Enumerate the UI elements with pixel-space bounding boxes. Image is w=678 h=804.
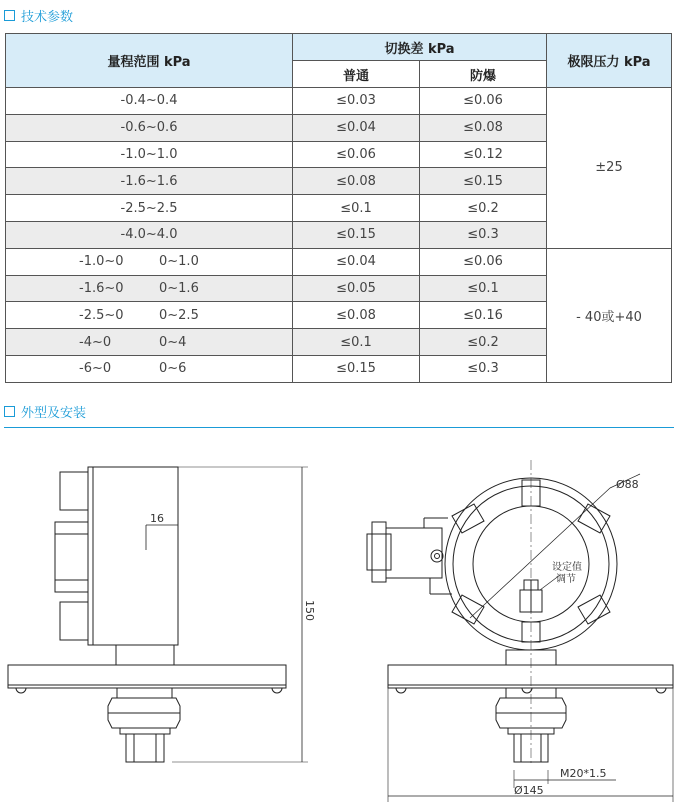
range-pos: 0~1.0 [159,254,199,270]
spec-table [5,33,672,383]
connector [55,522,88,592]
front-view [367,460,673,802]
explosion-cell: ≤0.15 [420,168,547,195]
adjust-label: 调节 [556,574,576,585]
header-normal: 普通 [293,61,420,88]
housing-body [88,467,178,645]
normal-cell: ≤0.15 [293,355,420,382]
range-cell [6,275,293,302]
dim-88-label: Ø88 [616,478,639,491]
range-cell: -0.4~0.4 [6,88,293,115]
connector [60,472,88,510]
screw-icon [431,550,443,562]
range-neg: -2.5~0 [79,307,124,323]
outline-install-label: 外型及安装 [21,406,87,421]
square-icon [4,406,15,417]
dim-16-label: 16 [150,512,164,525]
range-neg: -1.0~0 [79,254,124,270]
range-neg: -4~0 [79,334,112,350]
range-cell: -1.6~1.6 [6,168,293,195]
normal-cell: ≤0.04 [293,248,420,275]
explosion-cell: ≤0.12 [420,141,547,168]
tech-params-label: 技术参数 [21,10,74,25]
range-cell: -1.0~1.0 [6,141,293,168]
explosion-cell: ≤0.16 [420,302,547,329]
header-limit-pressure: 极限压力 kPa [547,34,672,88]
dim-150-label: 150 [303,600,316,621]
range-pos: 0~6 [159,361,187,377]
range-cell [6,248,293,275]
normal-cell: ≤0.1 [293,329,420,356]
base-plate [8,665,286,685]
range-cell [6,302,293,329]
range-pos: 0~4 [159,334,187,350]
range-pos: 0~1.6 [159,280,199,296]
explosion-cell: ≤0.06 [420,248,547,275]
table-row [6,88,672,115]
explosion-cell: ≤0.06 [420,88,547,115]
range-cell [6,355,293,382]
table-row [6,248,672,275]
limit-cell-group1: ±25 [547,88,672,249]
connector [60,602,88,640]
limit-cell-group2: - 40或+40 [547,248,672,382]
normal-cell: ≤0.03 [293,88,420,115]
explosion-cell: ≤0.3 [420,221,547,248]
outline-drawing [0,430,678,804]
range-cell: -0.6~0.6 [6,114,293,141]
range-cell: -4.0~4.0 [6,221,293,248]
normal-cell: ≤0.06 [293,141,420,168]
section-title-outline [4,402,86,421]
range-cell: -2.5~2.5 [6,195,293,222]
square-icon [4,10,15,21]
range-neg: -6~0 [79,361,112,377]
base-plate [388,665,673,685]
explosion-cell: ≤0.08 [420,114,547,141]
normal-cell: ≤0.08 [293,302,420,329]
explosion-cell: ≤0.3 [420,355,547,382]
range-cell [6,329,293,356]
explosion-cell: ≤0.1 [420,275,547,302]
header-range: 量程范围 kPa [6,34,293,88]
header-explosion: 防爆 [420,61,547,88]
explosion-cell: ≤0.2 [420,195,547,222]
normal-cell: ≤0.08 [293,168,420,195]
normal-cell: ≤0.15 [293,221,420,248]
header-switch-diff: 切换差 kPa [293,34,547,61]
section-title-tech-params [4,6,73,25]
setpoint-label: 设定值 [552,562,582,573]
normal-cell: ≤0.05 [293,275,420,302]
section-divider [4,427,674,428]
pipe-fitting [126,734,164,762]
explosion-cell: ≤0.2 [420,329,547,356]
thread-label: M20*1.5 [560,767,607,780]
normal-cell: ≤0.1 [293,195,420,222]
range-neg: -1.6~0 [79,280,124,296]
normal-cell: ≤0.04 [293,114,420,141]
range-pos: 0~2.5 [159,307,199,323]
dim-145-label: Ø145 [514,784,544,797]
